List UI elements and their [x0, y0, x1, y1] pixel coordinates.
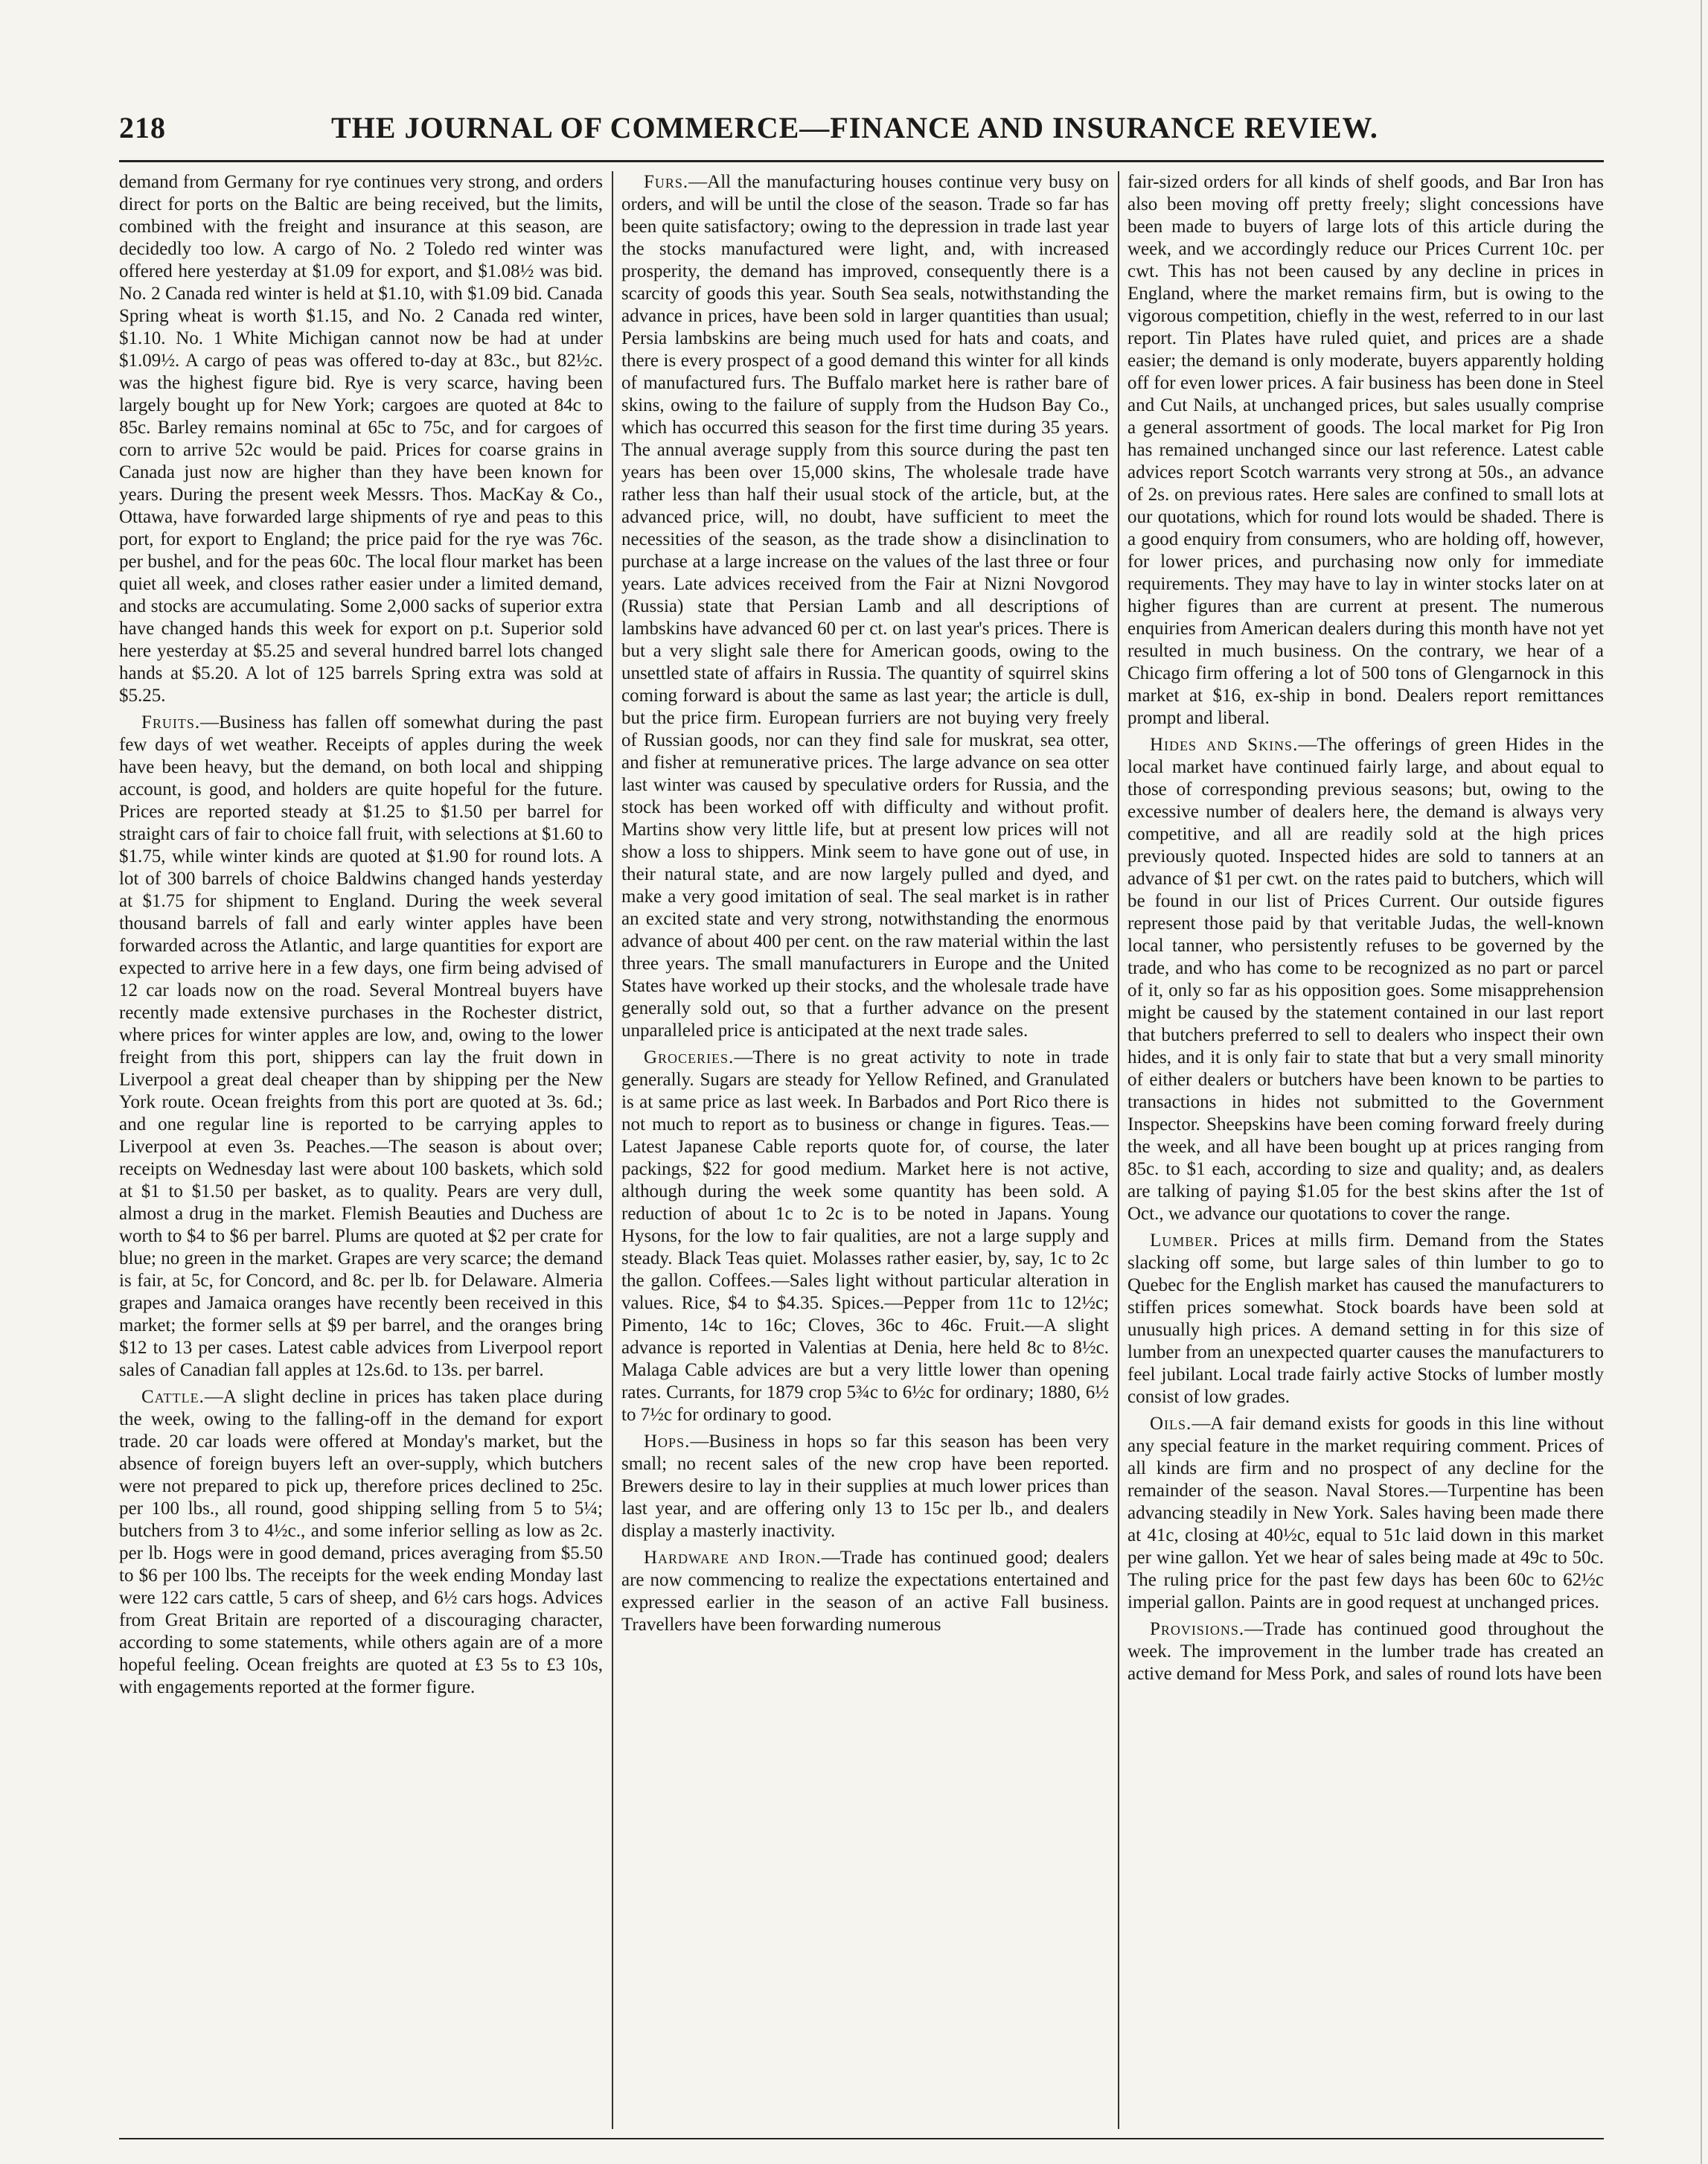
column-1 [119, 171, 603, 2129]
section-lead: Lumber. [1150, 1231, 1219, 1251]
provisions-paragraph: Provisions.—Trade has continued good throughout the week. The improvement in the lumber trade has created an active demand for Mess Pork, and sales of round lots have been [1128, 1619, 1604, 1684]
hides-paragraph: Hides and Skins.—The offerings of green Hides in the local market have continued fairly large, and about equal to those of corresponding previous seasons; but, owing to the excessive number of dealers here, the demand is always very competitive, and all are readily sold at the high prices previously quoted. Inspected hides are sold to tanners at an advance of $1 per cwt. on the rates paid to butchers, which will be found in our list of Prices Current. Our outside figures represent those paid by that veritable Judas, the well-known local tanner, who persistently refuses to be governed by the trade, and who has come to be recognized as no part or parcel of it, only so far as his opposition goes. Some misapprehension might be caused by the statement contained in our last report that butchers preferred to sell to dealers who inspect their own hides, and it is only fair to state that but a very small minority of either dealers or butchers have been known to be parties to transactions in hides not submitted to the Government Inspector. Sheepskins have been coming forward freely during the week, and all have been bought up at prices ranging from 85c. to $1 each, according to size and quality; and, as dealers are talking of paying $1.05 for the best skins after the 1st of Oct., we advance our quotations to cover the range. [1128, 735, 1604, 1224]
groceries-paragraph: Groceries.—There is no great activity to note in trade generally. Sugars are steady for Yellow Refined, and Granulated is at same price as last week. In Barbados and Port Rico there is not much to report as to business or change in figures. Teas.—Latest Japanese Cable reports quote for, of course, the later packings, $22 for good medium. Market here is not active, although during the week some quantity has been sold. A reduction of about 1c to 2c is to be noted in Japans. Young Hysons, for the low to fair qualities, are not a large supply and steady. Black Teas quiet. Molasses rather easier, by, say, 1c to 2c the gallon. Coffees.—Sales light without particular alteration in values. Rice, $4 to $4.35. Spices.—Pepper from 11c to 12½c; Pimento, 14c to 16c; Cloves, 36c to 46c. Fruit.—A slight advance is reported in Valentias at Denia, here held 8c to 8½c. Malaga Cable advices are but a very little lower than opening rates. Currants, for 1879 crop 5¾c to 6½c for ordinary; 1880, 6½ to 7½c for ordinary to good. [621, 1047, 1109, 1425]
page-edge [1701, 0, 1702, 2164]
footer-rule [119, 2138, 1604, 2139]
section-lead: Provisions. [1150, 1619, 1245, 1639]
journal-title: THE JOURNAL OF COMMERCE—FINANCE AND INSURANCE REVIEW. [331, 111, 1378, 144]
column-2 [621, 171, 1109, 2129]
section-lead: Cattle. [141, 1387, 205, 1407]
column-divider [612, 171, 613, 2129]
column-divider [1118, 171, 1119, 2129]
section-lead: Hardware and Iron. [644, 1548, 822, 1568]
section-lead: Groceries. [644, 1047, 735, 1067]
grain-paragraph: demand from Germany for rye continues very strong, and orders direct for ports on the Baltic are being received, but the limits, combined with the freight and insurance at this season, are decidedly too low. A cargo of No. 2 Toledo red winter was offered here yesterday at $1.09 for export, and $1.08½ was bid. No. 2 Canada red winter is held at $1.10, with $1.09 bid. Canada Spring wheat is worth $1.15, and No. 2 Canada red winter, $1.10. No. 1 White Michigan cannot now be had at under $1.09½. A cargo of peas was offered to-day at 83c., but 82½c. was the highest figure bid. Rye is very scarce, having been largely bought up for New York; cargoes are quoted at 84c to 85c. Barley remains nominal at 65c to 75c, and for cargoes of corn to arrive 52c would be paid. Prices for coarse grains in Canada just now are higher than they have been known for years. During the present week Messrs. Thos. MacKay & Co., Ottawa, have forwarded large shipments of rye and peas to this port, for export to England; the price paid for the rye was 76c. per bushel, and for the peas 60c. The local flour market has been quiet all week, and closes rather easier under a limited demand, and stocks are accumulating. Some 2,000 sacks of superior extra have changed hands this week for export on p.t. Superior sold here yesterday at $5.25 and several hundred barrel lots changed hands at $5.20. A lot of 125 barrels Spring extra was sold at $5.25. [119, 172, 603, 706]
section-lead: Oils. [1150, 1414, 1192, 1434]
cattle-paragraph: Cattle.—A slight decline in prices has taken place during the week, owing to the falling-off in the demand for export trade. 20 car loads were offered at Monday's market, but the absence of foreign buyers left an over-supply, which butchers were not prepared to pick up, therefore prices declined to 25c. per 100 lbs., all round, good shipping selling from 5 to 5¼; butchers from 3 to 4½c., and some inferior selling as low as 2c. per lb. Hogs were in good demand, prices averaging from $5.50 to $6 per 100 lbs. The receipts for the week ending Monday last were 122 cars cattle, 5 cars of sheep, and 6½ cars hogs. Advices from Great Britain are reported of a discouraging character, according to some statements, while others again are of a more hopeful feeling. Ocean freights are quoted at £3 5s to £3 10s, with engagements reported at the former figure. [119, 1387, 603, 1697]
section-lead: Fruits. [141, 712, 201, 732]
header-rule [119, 160, 1604, 162]
column-3 [1128, 171, 1604, 2129]
fruits-paragraph: Fruits.—Business has fallen off somewhat during the past few days of wet weather. Receipts of apples during the week have been heavy, but the demand, on both local and shipping account, is good, and holders are quite hopeful for the future. Prices are reported steady at $1.25 to $1.50 per barrel for straight cars of fair to choice fall fruit, with selections at $1.60 to $1.75, while winter kinds are quoted at $1.90 for round lots. A lot of 300 barrels of choice Baldwins changed hands yesterday at $1.75 for shipment to England. During the week several thousand barrels of fall and early winter apples have been forwarded across the Atlantic, and large quantities for export are expected to arrive here in a few days, one firm being advised of 12 car loads now on the road. Several Montreal buyers have recently made extensive purchases in the Rochester district, where prices for winter apples are low, and, owing to the lower freight from this port, shippers can lay the fruit down in Liverpool a great deal cheaper than by shipping per the New York route. Ocean freights from this port are quoted at 3s. 6d.; and one regular line is reported to be carrying apples to Liverpool at even 3s. Peaches.—The season is about over; receipts on Wednesday last were about 100 baskets, which sold at $1 to $1.50 per basket, as to quality. Pears are very dull, almost a drug in the market. Flemish Beauties and Duchess are worth to $4 to $6 per barrel. Plums are quoted at $2 per crate for blue; no green in the market. Grapes are very scarce; the demand is fair, at 5c, for Concord, and 8c. per lb. for Delaware. Almeria grapes and Jamaica oranges have recently been received in this market; the former sells at $9 per barrel, and the oranges bring $12 to 13 per cases. Latest cable advices from Liverpool report sales of Canadian fall apples at 12s.6d. to 13s. per barrel. [119, 712, 603, 1380]
hops-paragraph: Hops.—Business in hops so far this season has been very small; no recent sales of the new crop have been reported. Brewers desire to lay in their supplies at much lower prices than last year, and are offering only 13 to 15c per lb., and dealers display a masterly inactivity. [621, 1432, 1109, 1541]
page-number: 218 [119, 111, 166, 144]
hardware-continued-paragraph: fair-sized orders for all kinds of shelf goods, and Bar Iron has also been moving off pretty freely; slight concessions have been made to buyers of large lots of this article during the week, and we accordingly reduce our Prices Current 10c. per cwt. This has not been caused by any decline in prices in England, where the market remains firm, but is owing to the vigorous competition, chiefly in the west, referred to in our last report. Tin Plates have ruled quiet, and prices are a shade easier; the demand is only moderate, buyers apparently holding off for even lower prices. A fair business has been done in Steel and Cut Nails, at unchanged prices, but sales usually comprise a general assortment of goods. The local market for Pig Iron has remained unchanged since our last reference. Latest cable advices report Scotch warrants very strong at 50s., an advance of 2s. on previous rates. Here sales are confined to small lots at our quotations, which for round lots would be shaded. There is a good enquiry from consumers, who are holding off, however, for lower prices, and purchasing now only for immediate requirements. They may have to lay in winter stocks later on at higher figures than are current at present. The numerous enquiries from American dealers during this month have not yet resulted in much business. On the contrary, we hear of a Chicago firm offering a lot of 500 tons of Glengarnock in this market at $16, ex-ship in bond. Dealers report remittances prompt and liberal. [1128, 172, 1604, 728]
section-lead: Hides and Skins. [1150, 735, 1299, 755]
lumber-paragraph: Lumber. Prices at mills firm. Demand from the States slacking off some, but large sales of thin lumber to go to Quebec for the English market has caused the manufacturers to stiffen prices somewhat. Stock boards have been sold at unusually high prices. A demand setting in for this size of lumber from an unexpected quarter causes the manufacturers to feel jubilant. Local trade fairly active Stocks of lumber mostly consist of low grades. [1128, 1231, 1604, 1407]
section-lead: Furs. [644, 172, 689, 192]
page-header [119, 110, 1384, 155]
section-lead: Hops. [644, 1432, 691, 1452]
hardware-paragraph: Hardware and Iron.—Trade has continued good; dealers are now commencing to realize the expectations entertained and expressed earlier in the season of an active Fall business. Travellers have been forwarding numerous [621, 1548, 1109, 1635]
furs-paragraph: Furs.—All the manufacturing houses continue very busy on orders, and will be until the close of the season. Trade so far has been quite satisfactory; owing to the depression in trade last year the stocks manufactured were light, and, with increased prosperity, the demand has improved, consequently there is a scarcity of goods this year. South Sea seals, notwithstanding the advance in prices, have been sold in larger quantities than usual; Persia lambskins are being much used for hats and coats, and there is every prospect of a good demand this winter for all kinds of manufactured furs. The Buffalo market here is rather bare of skins, owing to the failure of supply from the Hudson Bay Co., which has occurred this season for the first time during 35 years. The annual average supply from this source during the past ten years has been over 15,000 skins, The wholesale trade have rather less than half their usual stock of the article, but, at the advanced price, will, no doubt, have sufficient to meet the necessities of the season, as the trade show a disinclination to purchase at a large increase on the values of the last three or four years. Late advices received from the Fair at Nizni Novgorod (Russia) state that Persian Lamb and all descriptions of lambskins have advanced 60 per ct. on last year's prices. There is but a very slight sale there for American goods, owing to the unsettled state of affairs in Russia. The quantity of squirrel skins coming forward is about the same as last year; the article is dull, but the price firm. European furriers are not buying very freely of Russian goods, nor can they find sale for muskrat, sea otter, and fisher at remunerative prices. The large advance on sea otter last winter was caused by speculative orders for Russia, and the stock has been worked off with difficulty and without profit. Martins show very little life, but at present low prices will not show a loss to shippers. Mink seem to have gone out of use, in their natural state, and are now largely pulled and dyed, and make a very good imitation of seal. The seal market is in rather an excited state and very strong, notwithstanding the enormous advance of about 400 per cent. on the raw material within the last three years. The small manufacturers in Europe and the United States have worked up their stocks, and the wholesale trade have generally sold out, so that a further advance on the present unparalleled price is anticipated at the next trade sales. [621, 172, 1109, 1041]
oils-paragraph: Oils.—A fair demand exists for goods in this line without any special feature in the market requiring comment. Prices of all kinds are firm and no prospect of any decline for the remainder of the season. Naval Stores.—Turpentine has been advancing steadily in New York. Sales having been made there at 41c, closing at 40½c, equal to 51c laid down in this market per wine gallon. Yet we hear of sales being made at 49c to 50c. The ruling price for the past few days has been 60c to 62½c imperial gallon. Paints are in good request at unchanged prices. [1128, 1414, 1604, 1612]
